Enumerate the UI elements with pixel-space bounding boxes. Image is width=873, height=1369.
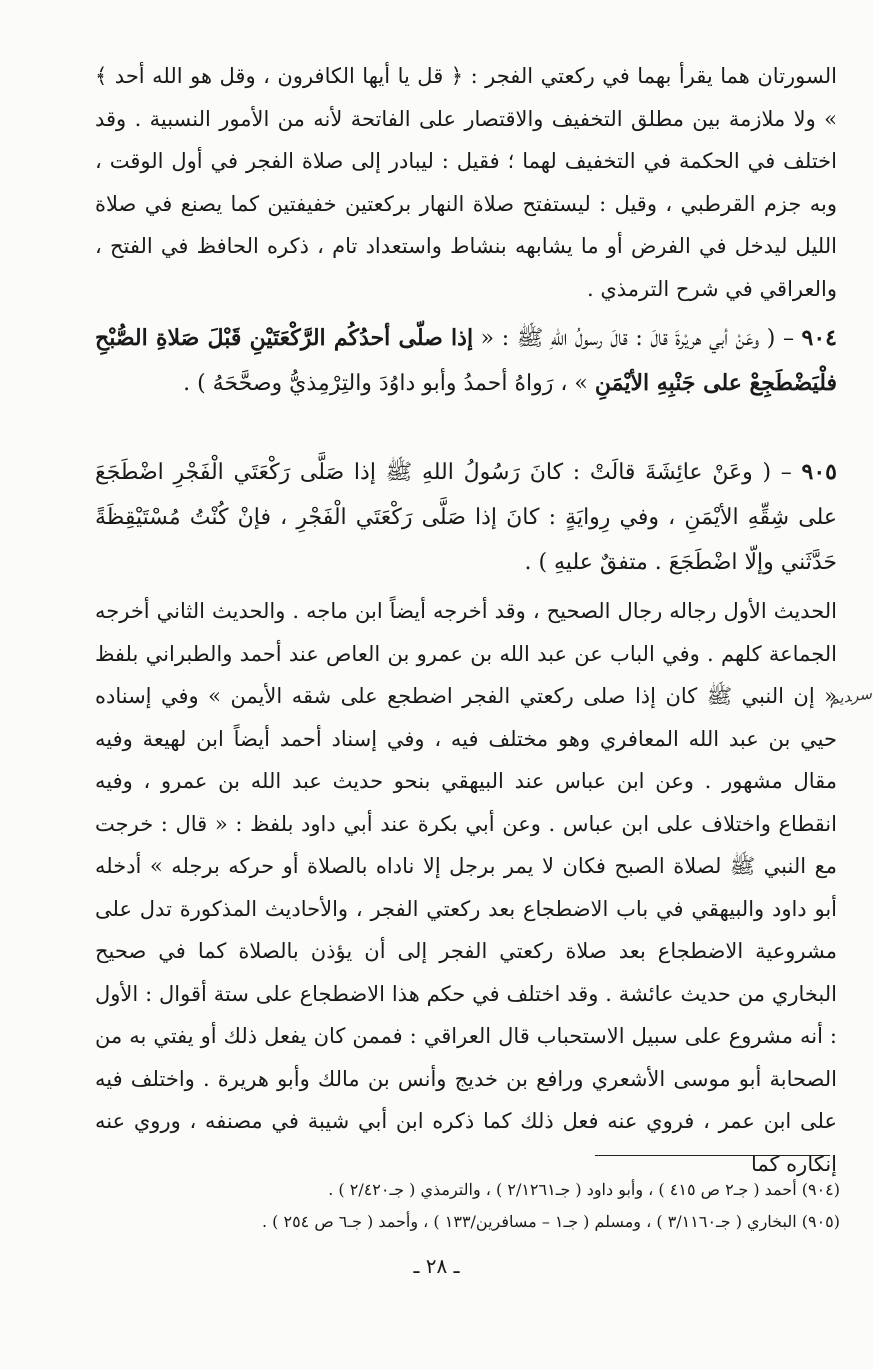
hadith-matn: إذا صلّى أحدُكُم الرَّكْعَتَيْنِ قَبْلَ صَلاةِ الصُّبْحِ فلْيَضْطَجِعْ على جَنْبِهِ الأيْمَنِ	[95, 325, 837, 396]
hadith-chain: – ( وعَنْ أبي هريْرةَ قالَ : قالَ رسولُ اللهِ ﷺ : «	[480, 326, 794, 351]
footnote-904: (٩٠٤) أحمد ( جـ٢ ص ٤١٥ ) ، وأبو داود ( جـ٢/١٢٦١ ) ، والترمذي ( جـ٢/٤٢٠ ) .	[328, 1180, 840, 1199]
hadith-number: ٩٠٤	[801, 325, 837, 351]
page-number: ـ ٢٨ ـ	[413, 1254, 460, 1278]
hadith-text: – ( وعَنْ عائِشَةَ قالَتْ : كانَ رَسُولُ اللهِ ﷺ إذا صَلَّى رَكْعَتَي الْفَجْرِ اضْطَجَعَ على شِقِّهِ الأيْمَنِ ، وفي رِوايَةٍ : كانَ إذا صَلَّى رَكْعَتَي الْفَجْرِ ، فإنْ كُنْتُ مُسْتَيْقِظَةً حَدَّثَني وإلّا اضْطَجَعَ . متفقٌ عليهِ ) .	[95, 460, 837, 575]
commentary-paragraph: الحديث الأول رجاله رجال الصحيح ، وقد أخرجه أيضاً ابن ماجه . والحديث الثاني أخرجه الجماعة كلهم . وفي الباب عن عبد الله بن عمرو بن العاص عند أحمد والطبراني بلفظ « إن النبي ﷺ كان إذا صلى ركعتي الفجر اضطجع على شقه الأيمن » وفي إسناده حيي بن عبد الله المعافري وهو مختلف فيه ، وفي إسناد أحمد أيضاً ابن لهيعة وفيه مقال مشهور . وعن ابن عباس عند البيهقي بنحو حديث عبد الله بن عمرو ، وفيه انقطاع واختلاف على ابن عباس . وعن أبي بكرة عند أبي داود بلفظ : « قال : خرجت مع النبي ﷺ لصلاة الصبح فكان لا يمر برجل إلا ناداه بالصلاة أو حركه برجله » أدخله أبو داود والبيهقي في باب الاضطجاع بعد ركعتي الفجر ، والأحاديث المذكورة تدل على مشروعية الاضطجاع بعد صلاة ركعتي الفجر إلى أن يؤذن بالصلاة كما في صحيح البخاري من حديث عائشة . وقد اختلف في حكم هذا الاضطجاع على ستة أقوال : الأول : أنه مشروع على سبيل الاستحباب قال العراقي : فممن كان يفعل ذلك أو يفتي به من الصحابة أبو موسى الأشعري ورافع بن خديج وأنس بن مالك وأبو هريرة . واختلف فيه على ابن عمر ، فروي عنه فعل ذلك كما ذكره ابن أبي شيبة في مصنفه ، وروي عنه إنكاره كما	[95, 599, 837, 1176]
footnote-905: (٩٠٥) البخاري ( جـ٣/١١٦٠ ) ، ومسلم ( جـ١ – مسافرين/١٣٣ ) ، وأحمد ( جـ٦ ص ٢٥٤ ) .	[261, 1212, 840, 1231]
hadith-905	[95, 450, 837, 585]
hadith-904	[95, 316, 837, 406]
intro-paragraph: السورتان هما يقرأ بهما في ركعتي الفجر : ﴿ قل يا أيها الكافرون ، وقل هو الله أحد ﴾ » ولا ملازمة بين مطلق التخفيف والاقتصار على الفاتحة لأنه من الأمور النسبية . وقد اختلف في الحكمة في التخفيف لهما ؛ فقيل : ليبادر إلى صلاة الفجر في أول الوقت ، وبه جزم القرطبي ، وقيل : ليستفتح صلاة النهار بركعتين خفيفتين كما يصنع في صلاة الليل ليدخل في الفرض أو ما يشابهه بنشاط واستعداد تام ، ذكره الحافظ في الفتح ، والعراقي في شرح الترمذي .	[95, 64, 837, 301]
hadith-number: ٩٠٥	[801, 459, 837, 485]
hadith-source: » ، رَواهُ أحمدُ وأبو داوُدَ والتِرْمِذيُّ وصحَّحَهُ ) .	[183, 371, 588, 396]
handwritten-margin-note: سر‍ديم	[828, 684, 873, 709]
footnote-divider	[595, 1155, 830, 1156]
